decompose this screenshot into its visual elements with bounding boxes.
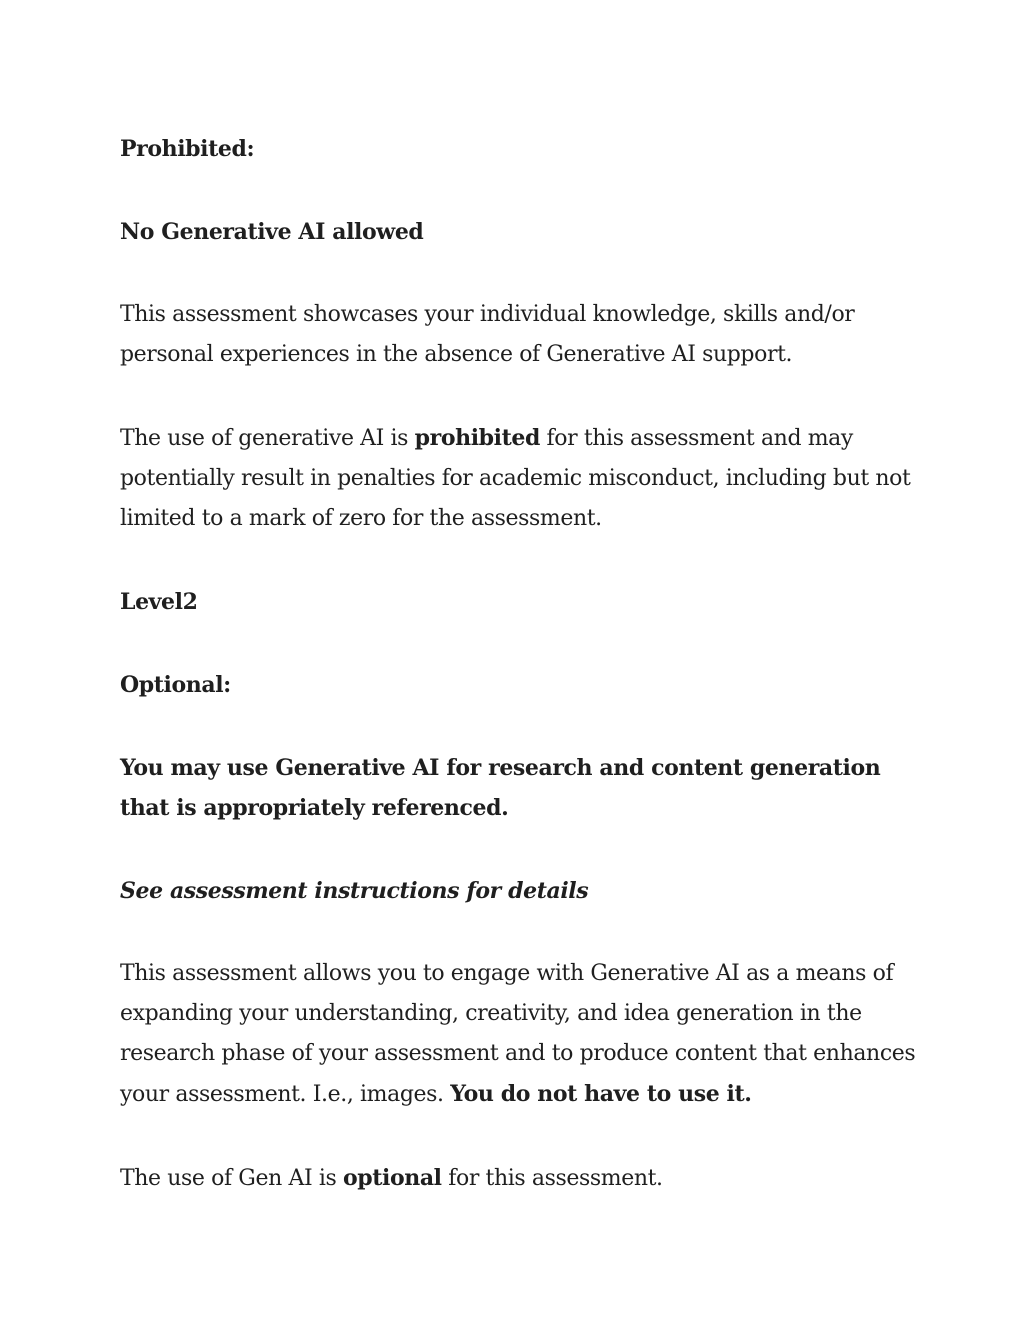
prohibited-description-paragraph: This assessment showcases your individual knowledge, skills and/or personal experiences in the absence of Generative AI support. (120, 302, 855, 367)
optional-subheading: You may use Generative AI for research and content generation that is appropriately referenced. (120, 755, 881, 821)
prohibited-emphasis: prohibited (414, 425, 540, 451)
document-page (120, 129, 920, 1199)
optional-emphasis: optional (342, 1165, 442, 1191)
prohibited-policy-text-before: The use of generative AI is (120, 426, 415, 451)
prohibited-policy-paragraph (120, 418, 920, 539)
prohibited-policy-text-after: for this assessment and may potentially result in penalties for academic misconduct, including but not limited to a mark of zero for the assessment. (120, 426, 911, 531)
optional-description-paragraph (120, 954, 920, 1115)
optional-policy-paragraph (120, 1158, 920, 1199)
optional-policy-text-before: The use of Gen AI is (120, 1166, 343, 1191)
optional-description-text: This assessment allows you to engage with Generative AI as a means of expanding your understanding, creativity, and idea generation in the research phase of your assessment and to produce content that enhances your assessment. I.e., images. (120, 961, 916, 1107)
level2-label: Level2 (120, 589, 198, 615)
optional-heading: Optional: (120, 672, 231, 698)
optional-emphasis-sentence: You do not have to use it. (450, 1081, 752, 1107)
optional-policy-text-after: for this assessment. (441, 1166, 663, 1191)
no-ai-allowed-subheading: No Generative AI allowed (120, 219, 424, 245)
prohibited-heading: Prohibited: (120, 136, 255, 162)
instructions-note: See assessment instructions for details (120, 878, 589, 904)
